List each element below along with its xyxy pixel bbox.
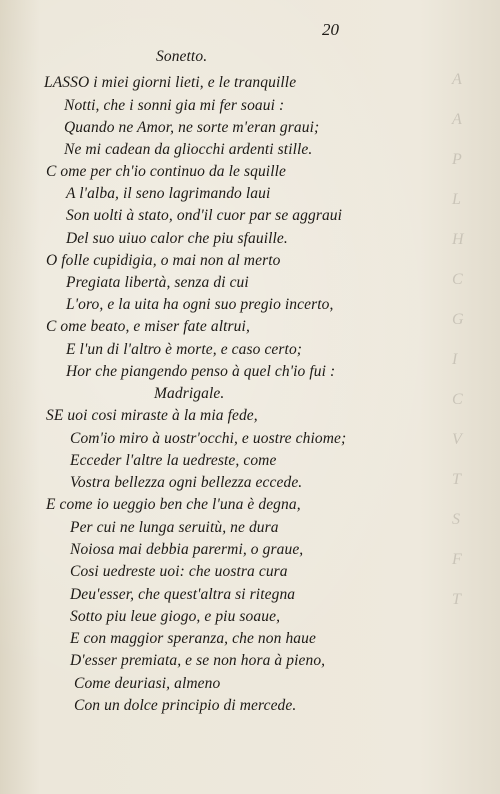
verse-line: Come deuriasi, almeno: [74, 675, 221, 692]
verse-line: Vostra bellezza ogni bellezza eccede.: [70, 474, 303, 491]
verse-line: Ecceder l'altre la uedreste, come: [70, 452, 277, 469]
verse-line: Del suo uiuo calor che piu sfauille.: [66, 230, 288, 247]
verse-line: Notti, che i sonni gia mi fer soaui :: [64, 97, 285, 114]
verse-line: L'oro, e la uita ha ogni suo pregio incerto,: [66, 296, 334, 313]
verse-line: Sotto piu leue giogo, e piu soaue,: [70, 608, 281, 625]
verse-line: Com'io miro à uostr'occhi, e uostre chiome;: [70, 430, 347, 447]
verse-line: Hor che piangendo penso à quel ch'io fui :: [66, 363, 336, 380]
verse-line: C ome per ch'io continuo da le squille: [46, 163, 287, 180]
verse-line: D'esser premiata, e se non hora à pieno,: [70, 652, 326, 669]
verse-line: Deu'esser, che quest'altra si ritegna: [70, 586, 296, 603]
verse-line: Con un dolce principio di mercede.: [74, 697, 297, 714]
verse-line: SE uoi cosi miraste à la mia fede,: [46, 407, 258, 424]
page-number: 20: [322, 20, 339, 39]
verse-line: LASSO i miei giorni lieti, e le tranquille: [44, 74, 297, 91]
verse-line: Quando ne Amor, ne sorte m'eran graui;: [64, 119, 320, 136]
verse-line: C ome beato, e miser fate altrui,: [46, 318, 250, 335]
sonnet-heading: Sonetto.: [156, 48, 208, 65]
show-through-text: A A P L H C G I C V T S F T: [452, 71, 464, 608]
verse-line: Pregiata libertà, senza di cui: [66, 274, 249, 291]
verse-line: A l'alba, il seno lagrimando laui: [66, 185, 271, 202]
verse-line: Cosi uedreste uoi: che uostra cura: [70, 563, 288, 580]
verse-line: E con maggior speranza, che non haue: [70, 630, 316, 647]
madrigal-heading: Madrigale.: [154, 385, 225, 402]
verse-line: Son uolti à stato, ond'il cuor par se aggraui: [66, 207, 343, 224]
verse-line: Noiosa mai debbia parermi, o graue,: [70, 541, 304, 558]
verse-line: Ne mi cadean da gliocchi ardenti stille.: [64, 141, 313, 158]
verse-line: Per cui ne lunga seruitù, ne dura: [70, 519, 279, 536]
verse-line: E come io ueggio ben che l'una è degna,: [46, 496, 301, 513]
verse-line: O folle cupidigia, o mai non al merto: [46, 252, 281, 269]
verse-line: E l'un di l'altro è morte, e caso certo;: [66, 341, 303, 358]
